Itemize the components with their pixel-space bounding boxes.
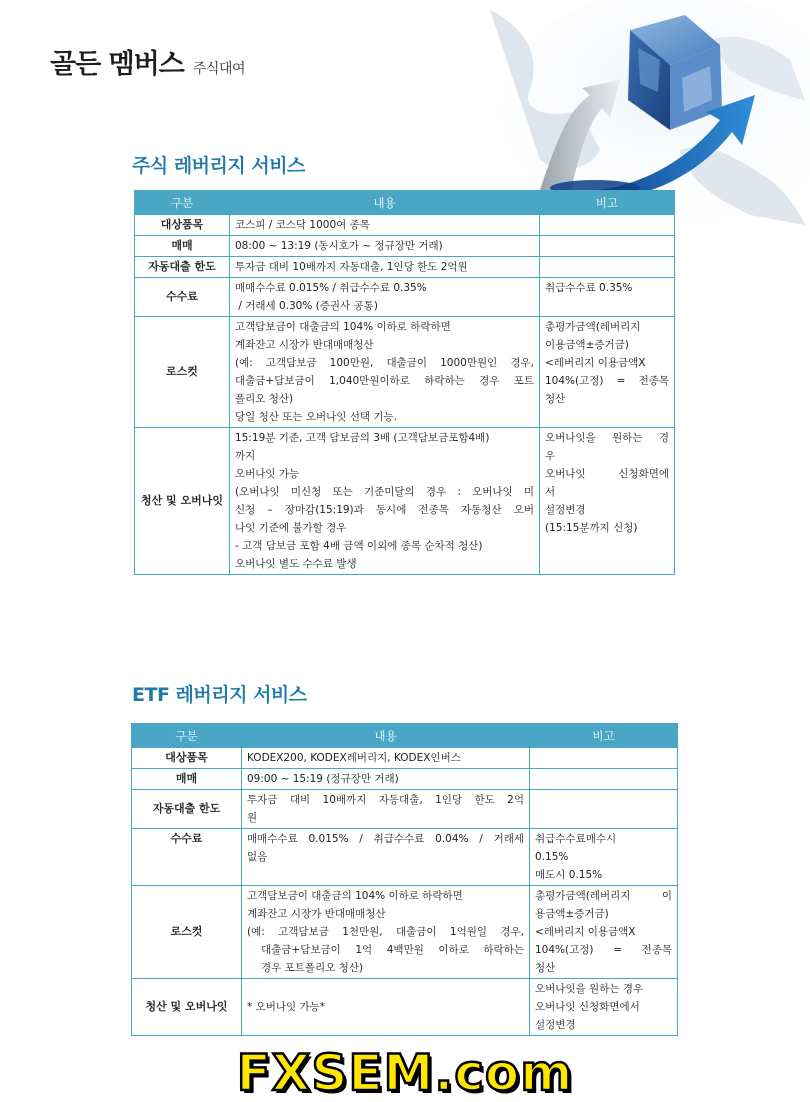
row-category: 매매 xyxy=(135,236,230,257)
row-category: 대상품목 xyxy=(132,748,242,769)
table-header-row xyxy=(135,191,675,215)
note-line: 이용금액±증거금) xyxy=(545,339,629,351)
row-content xyxy=(230,236,540,257)
row-content xyxy=(230,257,540,278)
row-note xyxy=(530,979,678,1036)
content-line: 투자금 대비 10배까지 자동대출, 1인당 한도 2억 xyxy=(247,794,524,806)
row-category: 매매 xyxy=(132,769,242,790)
content-line: 계좌잔고 시장가 반대매매청산 xyxy=(235,339,374,351)
note-line: <레버리지 이용금액X xyxy=(535,926,636,938)
row-category: 자동대출 한도 xyxy=(132,790,242,829)
note-line: 오버나잇을 원하는 경우 xyxy=(535,983,644,995)
content-line: * 오버나잇 가능* xyxy=(247,1001,326,1013)
content-line: 대출금+담보금이 1억 4백만원 이하로 하락하는 xyxy=(261,944,524,956)
row-category: 청산 및 오버나잇 xyxy=(135,428,230,575)
content-line: 09:00 ~ 15:19 (정규장만 거래) xyxy=(247,773,399,785)
note-line: 취급수수료매수시 xyxy=(535,833,617,845)
note-line: (15:15분까지 신청) xyxy=(545,522,638,534)
row-category: 로스컷 xyxy=(135,317,230,428)
table-row xyxy=(135,257,675,278)
content-line: 나잇 기준에 불가할 경우 xyxy=(235,522,347,534)
content-line: (오버나잇 미신청 또는 기준미달의 경우 : 오버나잇 미 xyxy=(235,486,534,498)
table-row xyxy=(132,979,678,1036)
row-note xyxy=(530,886,678,979)
note-line: 설정변경 xyxy=(535,1019,576,1031)
column-header-category: 구분 xyxy=(135,191,230,215)
row-content xyxy=(230,428,540,575)
note-line: 우 xyxy=(545,450,556,462)
row-content xyxy=(242,748,530,769)
row-category: 로스컷 xyxy=(132,886,242,979)
page-header xyxy=(50,42,245,81)
column-header-note: 비고 xyxy=(540,191,675,215)
content-line: (예: 고객담보금 100만원, 대출금이 1000만원인 경우, xyxy=(235,357,534,369)
etf-leverage-table xyxy=(131,723,678,1036)
row-note xyxy=(540,428,675,575)
stock-leverage-table xyxy=(134,190,675,575)
row-content xyxy=(242,790,530,829)
table-header-row xyxy=(132,724,678,748)
row-note xyxy=(540,236,675,257)
content-line: - 고객 담보금 포함 4배 금액 이외에 종목 순차적 청산) xyxy=(235,540,483,552)
note-line: 0.15% xyxy=(535,851,569,863)
row-category: 청산 및 오버나잇 xyxy=(132,979,242,1036)
note-line: 서 xyxy=(545,486,556,498)
row-content xyxy=(242,886,530,979)
note-line: 오버나잇 신청화면에 xyxy=(545,468,669,480)
content-line: / 거래세 0.30% (증권사 공통) xyxy=(235,300,378,312)
table-row xyxy=(135,317,675,428)
row-note xyxy=(540,317,675,428)
note-line: 용금액±증거금) xyxy=(535,908,609,920)
table-row xyxy=(132,769,678,790)
content-line: 15:19분 기준, 고객 담보금의 3배 (고객담보금포함4배) xyxy=(235,432,490,444)
content-line: 없음 xyxy=(247,851,268,863)
row-content xyxy=(230,317,540,428)
table-row xyxy=(135,236,675,257)
content-line: 경우 포트폴리오 청산) xyxy=(261,962,364,974)
row-category: 수수료 xyxy=(132,829,242,886)
table-row xyxy=(132,790,678,829)
content-line: KODEX200, KODEX레버리지, KODEX인버스 xyxy=(247,752,461,764)
row-note xyxy=(530,748,678,769)
content-line: 코스피 / 코스닥 1000여 종목 xyxy=(235,219,370,231)
row-note xyxy=(540,257,675,278)
page-title: 골든 멤버스 xyxy=(50,49,184,80)
note-line: 104%(고정) = 전종목 xyxy=(545,375,669,387)
column-header-note: 비고 xyxy=(530,724,678,748)
content-line: (예: 고객담보금 1천만원, 대출금이 1억원일 경우, xyxy=(247,926,524,938)
content-line: 오버나잇 가능 xyxy=(235,468,300,480)
column-header-category: 구분 xyxy=(132,724,242,748)
fxsem-watermark-logo: FXSEM.com xyxy=(236,1044,574,1102)
row-note xyxy=(540,278,675,317)
note-line: 오버나잇을 원하는 경 xyxy=(545,432,669,444)
content-line: 투자금 대비 10배까지 자동대출, 1인당 한도 2억원 xyxy=(235,261,468,273)
content-line: 원 xyxy=(247,812,258,824)
content-line: 매매수수료 0.015% / 취급수수료 0.35% xyxy=(235,282,427,294)
note-line: 매도시 0.15% xyxy=(535,869,603,881)
row-category: 자동대출 한도 xyxy=(135,257,230,278)
note-line: <레버리지 이용금액X xyxy=(545,357,646,369)
row-note xyxy=(530,790,678,829)
row-content xyxy=(242,829,530,886)
table-row xyxy=(132,829,678,886)
row-content xyxy=(230,215,540,236)
etf-leverage-section-title: ETF 레버리지 서비스 xyxy=(132,684,307,706)
row-content xyxy=(230,278,540,317)
note-line: 취급수수료 0.35% xyxy=(545,282,633,294)
note-line: 총평가금액(레버리지 xyxy=(545,321,641,333)
content-line: 대출금+담보금이 1,040만원이하로 하락하는 경우 포트 xyxy=(235,375,534,387)
row-note xyxy=(540,215,675,236)
row-note xyxy=(530,829,678,886)
column-header-content: 내용 xyxy=(230,191,540,215)
note-line: 청산 xyxy=(535,962,556,974)
page-subtitle: 주식대여 xyxy=(192,61,246,77)
content-line: 계좌잔고 시장가 반대매매청산 xyxy=(247,908,386,920)
row-note xyxy=(530,769,678,790)
content-line: 당일 청산 또는 오버나잇 선택 기능. xyxy=(235,411,398,423)
row-category: 대상품목 xyxy=(135,215,230,236)
content-line: 08:00 ~ 13:19 (동시호가 ~ 정규장만 거래) xyxy=(235,240,443,252)
content-line: 고객담보금이 대출금의 104% 이하로 하락하면 xyxy=(247,890,463,902)
content-line: 폴리오 청산) xyxy=(235,393,294,405)
content-line: 고객담보금이 대출금의 104% 이하로 하락하면 xyxy=(235,321,451,333)
table-row xyxy=(135,215,675,236)
table-row xyxy=(132,748,678,769)
note-line: 104%(고정) = 전종목 xyxy=(535,944,672,956)
note-line: 청산 xyxy=(545,393,566,405)
content-line: 매매수수료 0.015% / 취급수수료 0.04% / 거래세 xyxy=(247,833,524,845)
table-row xyxy=(135,278,675,317)
column-header-content: 내용 xyxy=(242,724,530,748)
row-content xyxy=(242,979,530,1036)
note-line: 총평가금액(레버리지 이 xyxy=(535,890,672,902)
stock-leverage-section-title: 주식 레버리지 서비스 xyxy=(132,155,305,177)
row-content xyxy=(242,769,530,790)
row-category: 수수료 xyxy=(135,278,230,317)
content-line: 신청 – 장마감(15:19)과 동시에 전종목 자동청산 오버 xyxy=(235,504,534,516)
table-row xyxy=(135,428,675,575)
note-line: 오버나잇 신청화면에서 xyxy=(535,1001,640,1013)
note-line: 설정변경 xyxy=(545,504,586,516)
content-line: 까지 xyxy=(235,450,256,462)
content-line: 오버나잇 별도 수수료 발생 xyxy=(235,558,357,570)
table-row xyxy=(132,886,678,979)
